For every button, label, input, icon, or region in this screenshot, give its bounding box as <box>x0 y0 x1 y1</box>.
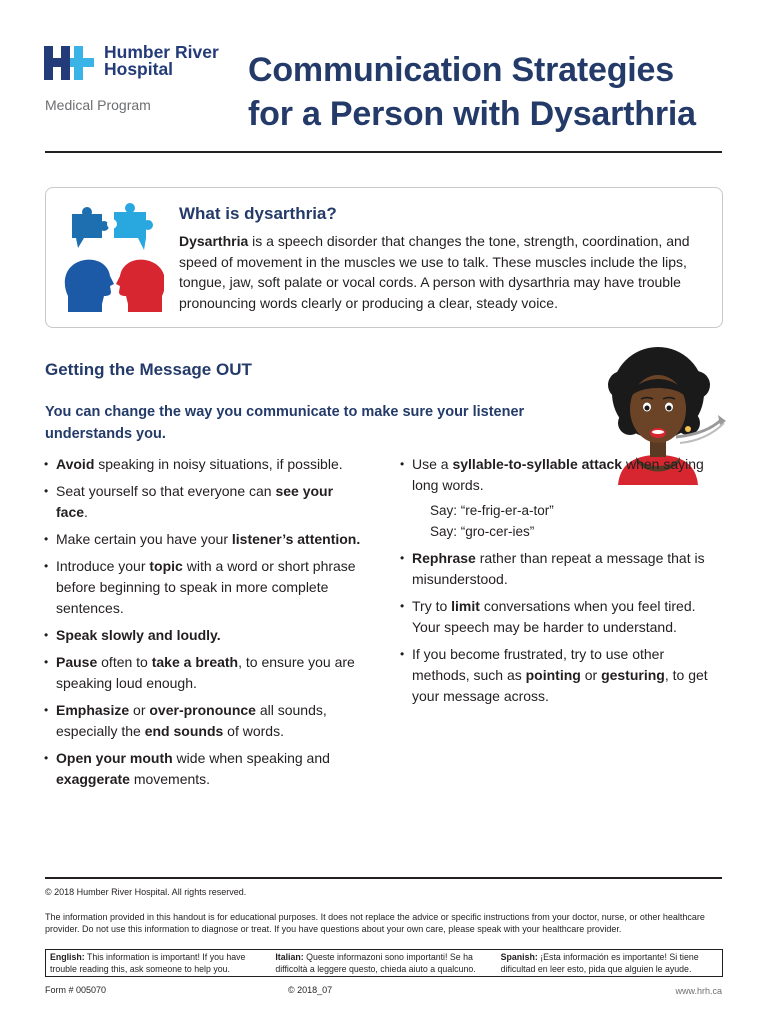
definition-text <box>179 231 709 313</box>
title-line-2: for a Person with Dysarthria <box>248 95 696 133</box>
list-item: • Try to limit conversations when you feel tired. Your speech may be harder to understand. <box>400 596 720 638</box>
puzzle-left-icon <box>72 207 109 248</box>
communication-heads-icon <box>64 200 164 316</box>
italian-notice: Italian: Queste informazoni sono importanti! Se ha difficoltà a leggere questo, chieda aiuto a qualcuno. <box>275 952 476 974</box>
say-example: Say: “re-frig-er-a-tor” <box>430 503 554 518</box>
header-divider <box>45 151 722 153</box>
logo-line-1: Humber River <box>104 42 219 62</box>
footer-divider <box>45 877 722 879</box>
definition-term: Dysarthria <box>179 233 249 249</box>
copyright-notice: © 2018 Humber River Hospital. All rights reserved. <box>45 887 247 897</box>
list-item: • Use a syllable-to-syllable attack when saying long words. Say: “re-frig-er-a-tor” Say: “gro-cer-ies” <box>400 454 720 542</box>
definition-heading: What is dysarthria? <box>179 204 337 223</box>
list-item: • Speak slowly and loudly. <box>44 625 364 646</box>
website-link[interactable]: www.hrh.ca <box>675 986 722 996</box>
right-strategy-list <box>400 454 720 713</box>
form-number: Form # 005070 <box>45 985 107 995</box>
language-notice-box <box>45 949 723 977</box>
definition-box <box>45 187 723 328</box>
english-notice: English: This information is important! If you have trouble reading this, ask someone to help you. <box>50 952 246 974</box>
list-item: • Pause often to take a breath, to ensure you are speaking loud enough. <box>44 652 364 694</box>
program-name: Medical Program <box>45 97 151 113</box>
logo-wordmark <box>104 44 219 78</box>
list-item: • Seat yourself so that everyone can see your face. <box>44 481 364 523</box>
section-subheading: You can change the way you communicate to make sure your listener understands you. <box>45 404 525 442</box>
puzzle-right-icon <box>107 203 153 250</box>
say-example: Say: “gro-cer-ies” <box>430 524 535 539</box>
spanish-notice: Spanish: ¡Esta información es importante! Si tiene dificultad en leer esto, pida que alguien le ayude. <box>500 952 699 974</box>
list-item: • If you become frustrated, try to use other methods, such as pointing or gesturing, to get your message across. <box>400 644 720 707</box>
list-item: • Avoid speaking in noisy situations, if possible. <box>44 454 364 475</box>
hospital-cross-logo-icon <box>44 46 96 80</box>
page-title <box>248 48 696 136</box>
hospital-logo <box>44 44 234 84</box>
red-head-icon <box>116 260 164 312</box>
section-heading: Getting the Message OUT <box>45 360 252 379</box>
list-item: • Open your mouth wide when speaking and exaggerate movements. <box>44 748 364 790</box>
list-item: • Introduce your topic with a word or short phrase before beginning to speak in more complete sentences. <box>44 556 364 619</box>
list-item: • Emphasize or over-pronounce all sounds, especially the end sounds of words. <box>44 700 364 742</box>
left-strategy-list <box>44 454 364 796</box>
list-item: • Rephrase rather than repeat a message that is misunderstood. <box>400 548 720 590</box>
disclaimer-text: The information provided in this handout is for educational purposes. It does not replace the advice or specific instructions from your doctor, nurse, or other healthcare provider. Do not use this information to diagnose or treat. If you have questions about your own care, please speak with your healthcare provider. <box>45 912 705 934</box>
say-examples <box>412 500 720 542</box>
title-line-1: Communication Strategies <box>248 51 674 89</box>
list-item: • Make certain you have your listener’s attention. <box>44 529 364 550</box>
logo-line-2: Hospital <box>104 59 174 79</box>
blue-head-icon <box>65 260 114 312</box>
form-date: © 2018_07 <box>288 985 333 995</box>
definition-body: is a speech disorder that changes the tone, strength, coordination, and speed of movement in the muscles we use to talk. These muscles include the lips, tongue, jaw, soft palate or vocal cords. A person with dysarthria may have trouble pronouncing words clearly or producing a clear, steady voice. <box>179 233 690 311</box>
